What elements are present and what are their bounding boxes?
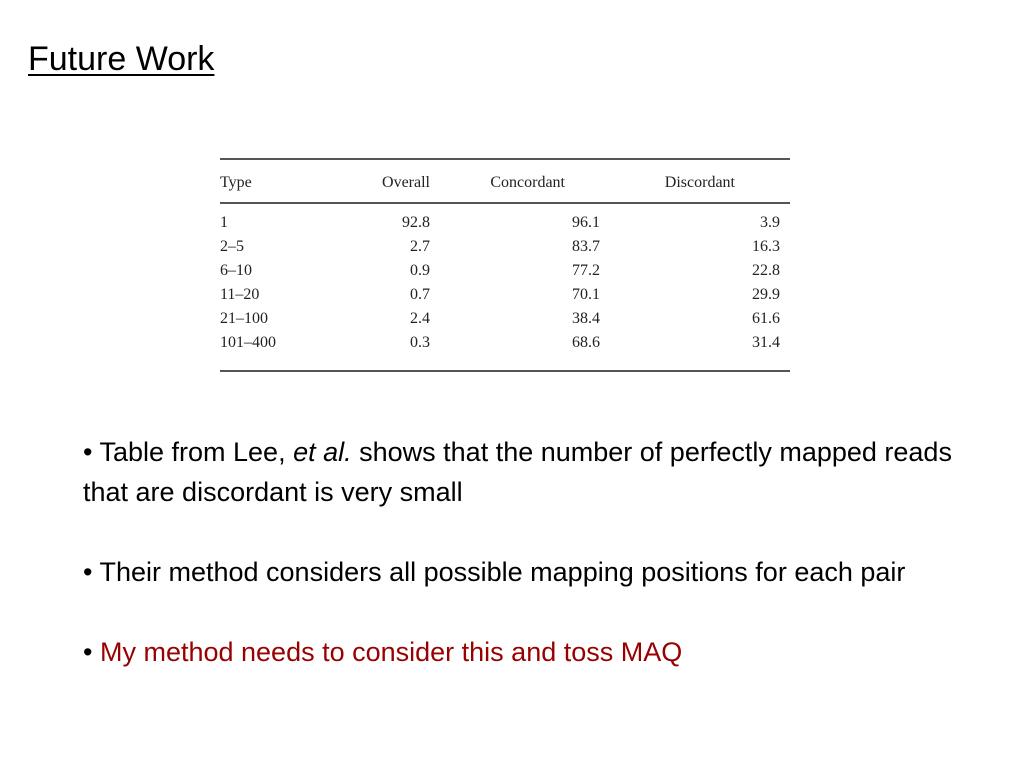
cell-discordant: 31.4 xyxy=(752,334,780,351)
bullet-text: • Their method considers all possible mapping positions for each pair xyxy=(83,557,906,587)
bullet-item xyxy=(83,632,983,672)
table-top-rule xyxy=(220,158,790,160)
header-type: Type xyxy=(220,174,252,191)
header-concordant: Concordant xyxy=(490,174,565,191)
cell-discordant: 61.6 xyxy=(752,310,780,327)
bullet-italic-text: et al. xyxy=(293,437,352,467)
cell-overall: 0.3 xyxy=(410,334,430,351)
table-bottom-rule xyxy=(220,370,790,372)
table-header-row xyxy=(220,174,790,194)
cell-discordant: 3.9 xyxy=(760,214,780,231)
cell-concordant: 70.1 xyxy=(572,286,600,303)
bullet-text: • Table from Lee, xyxy=(83,437,294,467)
table-header-rule xyxy=(220,202,790,204)
cell-concordant: 68.6 xyxy=(572,334,600,351)
cell-type: 1 xyxy=(220,214,228,231)
table-row xyxy=(220,286,790,310)
header-discordant: Discordant xyxy=(664,174,735,191)
cell-overall: 2.4 xyxy=(410,310,430,327)
slide-title: Future Work xyxy=(28,40,215,78)
cell-overall: 92.8 xyxy=(402,214,430,231)
cell-concordant: 38.4 xyxy=(572,310,600,327)
header-overall: Overall xyxy=(382,174,430,191)
bullet-list xyxy=(83,432,983,672)
bullet-item xyxy=(83,432,983,512)
cell-discordant: 16.3 xyxy=(752,238,780,255)
cell-type: 101–400 xyxy=(220,334,276,351)
table-row xyxy=(220,262,790,286)
cell-type: 21–100 xyxy=(220,310,268,327)
table-row xyxy=(220,238,790,262)
table-body xyxy=(220,214,790,358)
cell-type: 11–20 xyxy=(220,286,260,303)
highlighted-bullet-text: My method needs to consider this and toss MAQ xyxy=(99,637,683,667)
cell-concordant: 96.1 xyxy=(572,214,600,231)
bullet-marker: • xyxy=(83,637,100,667)
table-row xyxy=(220,214,790,238)
bullet-item xyxy=(83,552,983,592)
table-row xyxy=(220,310,790,334)
cell-overall: 0.7 xyxy=(410,286,430,303)
results-table xyxy=(220,158,790,372)
cell-concordant: 83.7 xyxy=(572,238,600,255)
table-row xyxy=(220,334,790,358)
cell-type: 6–10 xyxy=(220,262,252,279)
cell-discordant: 29.9 xyxy=(752,286,780,303)
cell-overall: 0.9 xyxy=(410,262,430,279)
cell-discordant: 22.8 xyxy=(752,262,780,279)
cell-concordant: 77.2 xyxy=(572,262,600,279)
cell-overall: 2.7 xyxy=(410,238,430,255)
bullet-text: shows that the number of perfectly mapped reads that are discordant is very small xyxy=(83,437,952,507)
cell-type: 2–5 xyxy=(220,238,244,255)
